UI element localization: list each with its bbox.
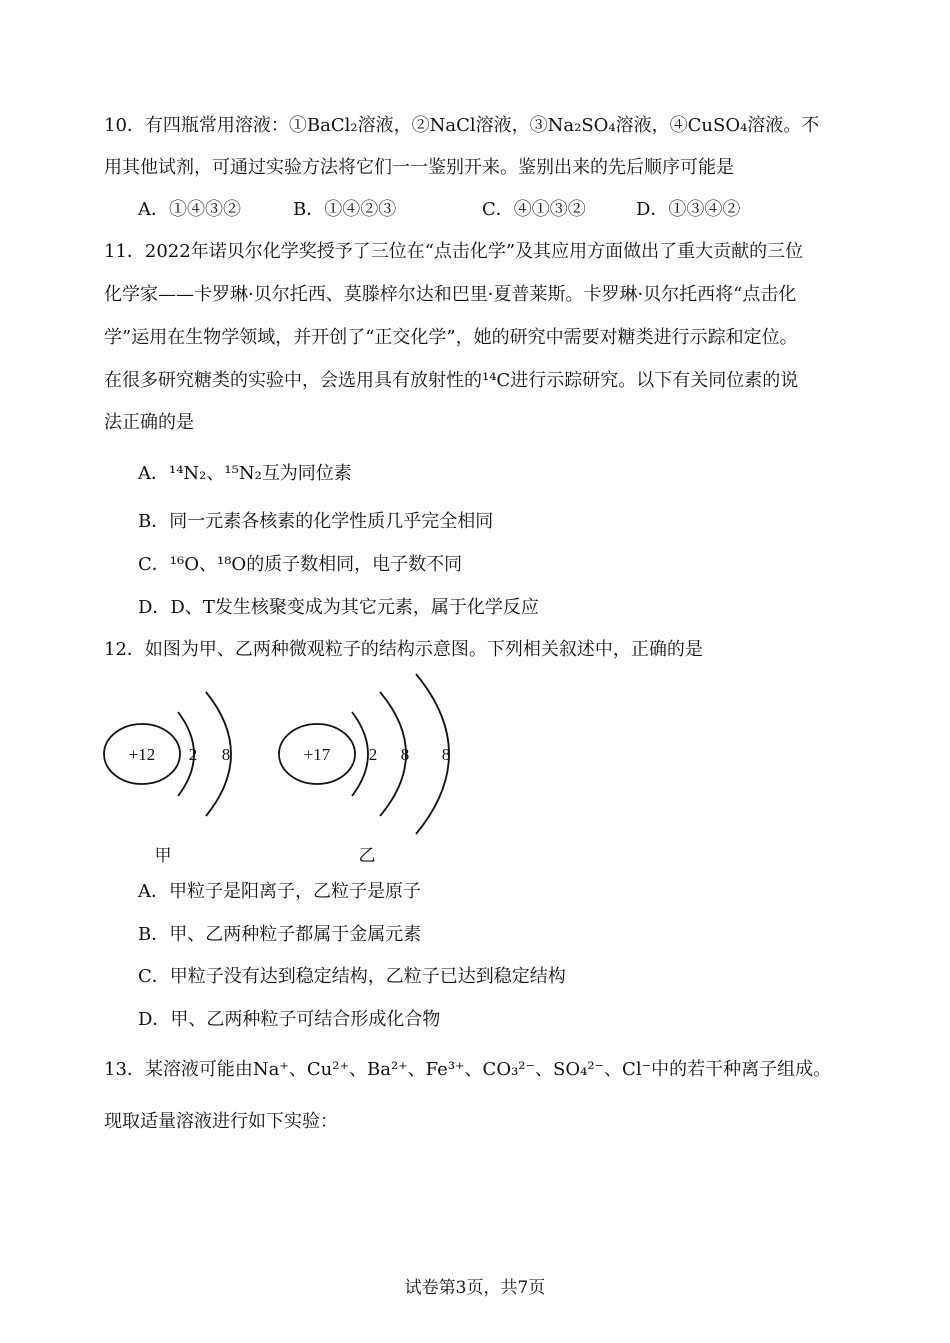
q13-line-2: 现取适量溶液进行如下实验： [104,1111,338,1132]
ion-separator: 、 [288,1059,307,1080]
jia-nucleus-charge: +12 [128,745,156,764]
q11-line-5: 法正确的是 [104,412,194,433]
jia-shell-2-electrons: 8 [221,745,231,764]
jia-label: 甲 [154,846,172,865]
yi-nucleus-charge: +17 [303,745,331,764]
ion-sodium: Na⁺ [252,1059,289,1080]
carbon-14-isotope: ¹⁴C [482,370,511,391]
q10-line-2: 用其他试剂，可通过实验方法将它们一一鉴别开来。鉴别出来的先后顺序可能是 [104,157,734,178]
q11-option-a-label: A． [138,463,169,484]
q12-option-a: A．甲粒子是阳离子，乙粒子是原子 [138,881,421,902]
yi-shell-2-electrons: 8 [400,745,410,764]
q10-option-d: D．①③④② [636,199,741,220]
yi-shell-1-electrons: 2 [368,745,378,764]
oxygen-16-isotope: ¹⁶O [169,554,199,575]
ion-separator: 、 [535,1059,554,1080]
jia-shell-1-electrons: 2 [188,745,198,764]
q13-suffix: 中的若干种离子组成。 [651,1059,832,1080]
page-footer: 试卷第3页，共7页 [404,1278,546,1298]
ion-sulfate: SO₄²⁻ [553,1059,605,1080]
yi-shell-3-electrons: 8 [441,745,451,764]
q11-option-c [138,553,462,577]
q12-stem: 12．如图为甲、乙两种微观粒子的结构示意图。下列相关叙述中，正确的是 [104,639,703,660]
nitrogen-15-molecule: ¹⁵N₂ [224,463,262,484]
q13-line-1 [104,1058,831,1082]
q12-option-b: B．甲、乙两种粒子都属于金属元素 [138,924,422,945]
q11-option-a [138,462,352,486]
yi-label: 乙 [358,846,376,865]
q11-option-b: B．同一元素各核素的化学性质几乎完全相同 [138,511,494,532]
q11-line-4a: 在很多研究糖类的实验中，会选用具有放射性的 [104,370,482,391]
q11-option-c-label: C． [138,554,170,575]
q11-line-4b: 进行示踪研究。以下有关同位素的说 [510,370,799,391]
q13-prefix: 13．某溶液可能由 [104,1059,253,1080]
q11-option-c-text: 的质子数相同，电子数不同 [246,554,463,575]
q11-line-2: 化学家——卡罗琳·贝尔托西、莫滕梓尔达和巴里·夏普莱斯。卡罗琳·贝尔托西将“点击化 [104,284,797,305]
ion-copper: Cu²⁺ [306,1059,349,1080]
q10-option-b: B．①④②③ [293,199,397,220]
ion-chloride: Cl⁻ [622,1059,652,1080]
q12-option-c: C．甲粒子没有达到稳定结构，乙粒子已达到稳定结构 [138,966,566,987]
q11-option-c-sep: 、 [198,554,217,575]
nitrogen-14-molecule: ¹⁴N₂ [169,463,207,484]
ion-separator: 、 [348,1059,367,1080]
ion-separator: 、 [464,1059,483,1080]
q10-option-c: C．④①③② [482,199,586,220]
ion-separator: 、 [604,1059,623,1080]
q10-option-a: A．①④③② [138,199,241,220]
ion-separator: 、 [407,1059,426,1080]
q11-line-3: 学”运用在生物学领域，并开创了“正交化学”，她的研究中需要对糖类进行示踪和定位。 [104,327,798,348]
ion-iron: Fe³⁺ [425,1059,465,1080]
oxygen-18-isotope: ¹⁸O [216,554,247,575]
q11-line-4 [104,369,798,393]
q10-line-1: 10．有四瓶常用溶液：①BaCl₂溶液，②NaCl溶液，③Na₂SO₄溶液，④CuSO₄溶液。不 [104,115,820,136]
q11-option-d: D．D、T发生核聚变成为其它元素，属于化学反应 [138,597,539,618]
q11-option-a-text: 互为同位素 [261,463,352,484]
ion-barium: Ba²⁺ [366,1059,408,1080]
q11-option-a-sep: 、 [206,463,225,484]
ion-carbonate: CO₃²⁻ [482,1059,536,1080]
q12-option-d: D．甲、乙两种粒子可结合形成化合物 [138,1009,441,1030]
q11-line-1: 11．2022年诺贝尔化学奖授予了三位在“点击化学”及其应用方面做出了重大贡献的三位 [104,241,804,262]
particle-structure-diagram [0,670,520,875]
